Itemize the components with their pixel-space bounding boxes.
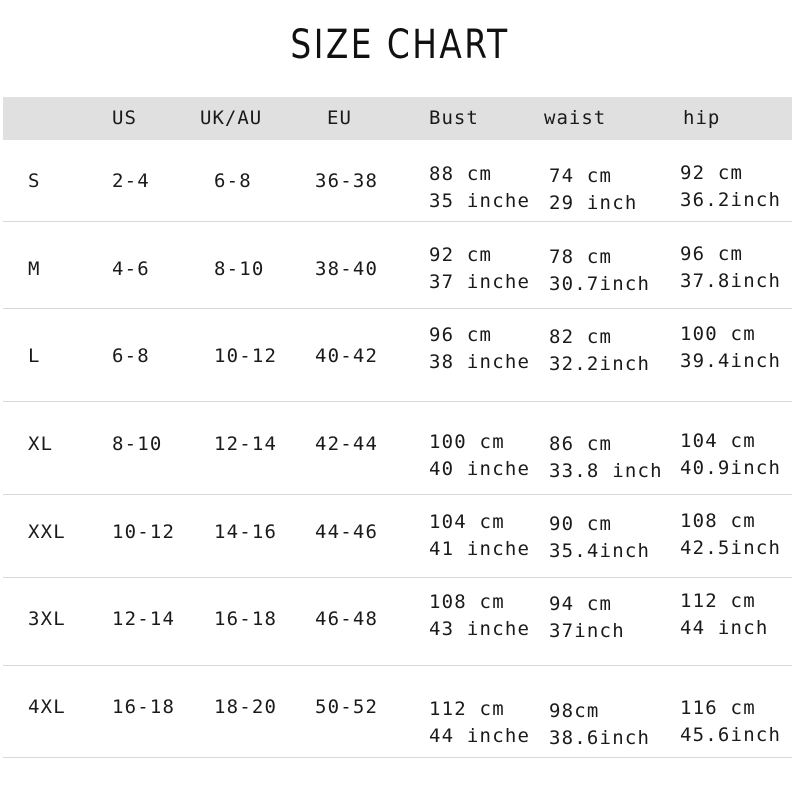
bust-cm: 104 cm [429, 511, 505, 533]
bust-cm: 108 cm [429, 591, 505, 613]
waist-inch: 29 inch [549, 192, 638, 214]
size-label: XL [28, 433, 54, 455]
eu-size: 50-52 [315, 696, 379, 718]
uk-size: 14-16 [214, 521, 278, 543]
eu-size: 36-38 [315, 170, 379, 192]
waist-cm: 74 cm [549, 165, 613, 187]
hip-inch: 45.6inch [680, 724, 782, 746]
hip-inch: 36.2inch [680, 189, 782, 211]
row-divider [3, 665, 792, 666]
uk-size: 8-10 [214, 258, 265, 280]
bust-cm: 92 cm [429, 244, 493, 266]
size-label: S [28, 170, 41, 192]
uk-size: 18-20 [214, 696, 278, 718]
eu-size: 42-44 [315, 433, 379, 455]
row-divider [3, 308, 792, 309]
hip-inch: 40.9inch [680, 457, 782, 479]
us-size: 6-8 [112, 345, 150, 367]
uk-size: 16-18 [214, 608, 278, 630]
header-uk-au: UK/AU [200, 107, 263, 129]
header-hip: hip [683, 107, 721, 129]
bust-cm: 88 cm [429, 163, 493, 185]
hip-inch: 37.8inch [680, 270, 782, 292]
bust-inch: 38 inche [429, 351, 531, 373]
hip-inch: 44 inch [680, 617, 769, 639]
uk-size: 10-12 [214, 345, 278, 367]
row-divider [3, 757, 792, 758]
page-title: SIZE CHART [290, 22, 510, 68]
eu-size: 46-48 [315, 608, 379, 630]
us-size: 10-12 [112, 521, 176, 543]
waist-cm: 82 cm [549, 326, 613, 348]
waist-inch: 35.4inch [549, 540, 651, 562]
us-size: 2-4 [112, 170, 150, 192]
us-size: 8-10 [112, 433, 163, 455]
waist-cm: 86 cm [549, 433, 613, 455]
waist-inch: 30.7inch [549, 273, 651, 295]
bust-cm: 96 cm [429, 324, 493, 346]
row-divider [3, 221, 792, 222]
bust-inch: 37 inche [429, 271, 531, 293]
eu-size: 38-40 [315, 258, 379, 280]
header-eu: EU [327, 107, 352, 129]
hip-cm: 104 cm [680, 430, 756, 452]
waist-inch: 38.6inch [549, 727, 651, 749]
size-label: L [28, 345, 41, 367]
waist-cm: 94 cm [549, 593, 613, 615]
waist-cm: 90 cm [549, 513, 613, 535]
eu-size: 40-42 [315, 345, 379, 367]
waist-inch: 33.8 inch [549, 460, 663, 482]
hip-inch: 42.5inch [680, 537, 782, 559]
header-waist: waist [544, 107, 607, 129]
header-bust: Bust [429, 107, 479, 129]
row-divider [3, 401, 792, 402]
size-label: 3XL [28, 608, 66, 630]
us-size: 12-14 [112, 608, 176, 630]
hip-cm: 116 cm [680, 697, 756, 719]
row-divider [3, 494, 792, 495]
waist-inch: 37inch [549, 620, 625, 642]
uk-size: 6-8 [214, 170, 252, 192]
header-us: US [112, 107, 137, 129]
uk-size: 12-14 [214, 433, 278, 455]
bust-inch: 40 inche [429, 458, 531, 480]
size-label: M [28, 258, 41, 280]
hip-cm: 92 cm [680, 162, 744, 184]
row-divider [3, 577, 792, 578]
us-size: 4-6 [112, 258, 150, 280]
bust-cm: 112 cm [429, 698, 505, 720]
size-label: XXL [28, 521, 66, 543]
hip-cm: 112 cm [680, 590, 756, 612]
us-size: 16-18 [112, 696, 176, 718]
size-label: 4XL [28, 696, 66, 718]
waist-cm: 98cm [549, 700, 600, 722]
hip-cm: 100 cm [680, 323, 756, 345]
hip-cm: 108 cm [680, 510, 756, 532]
waist-inch: 32.2inch [549, 353, 651, 375]
bust-cm: 100 cm [429, 431, 505, 453]
bust-inch: 35 inche [429, 190, 531, 212]
hip-inch: 39.4inch [680, 350, 782, 372]
bust-inch: 44 inche [429, 725, 531, 747]
waist-cm: 78 cm [549, 246, 613, 268]
bust-inch: 41 inche [429, 538, 531, 560]
eu-size: 44-46 [315, 521, 379, 543]
hip-cm: 96 cm [680, 243, 744, 265]
bust-inch: 43 inche [429, 618, 531, 640]
